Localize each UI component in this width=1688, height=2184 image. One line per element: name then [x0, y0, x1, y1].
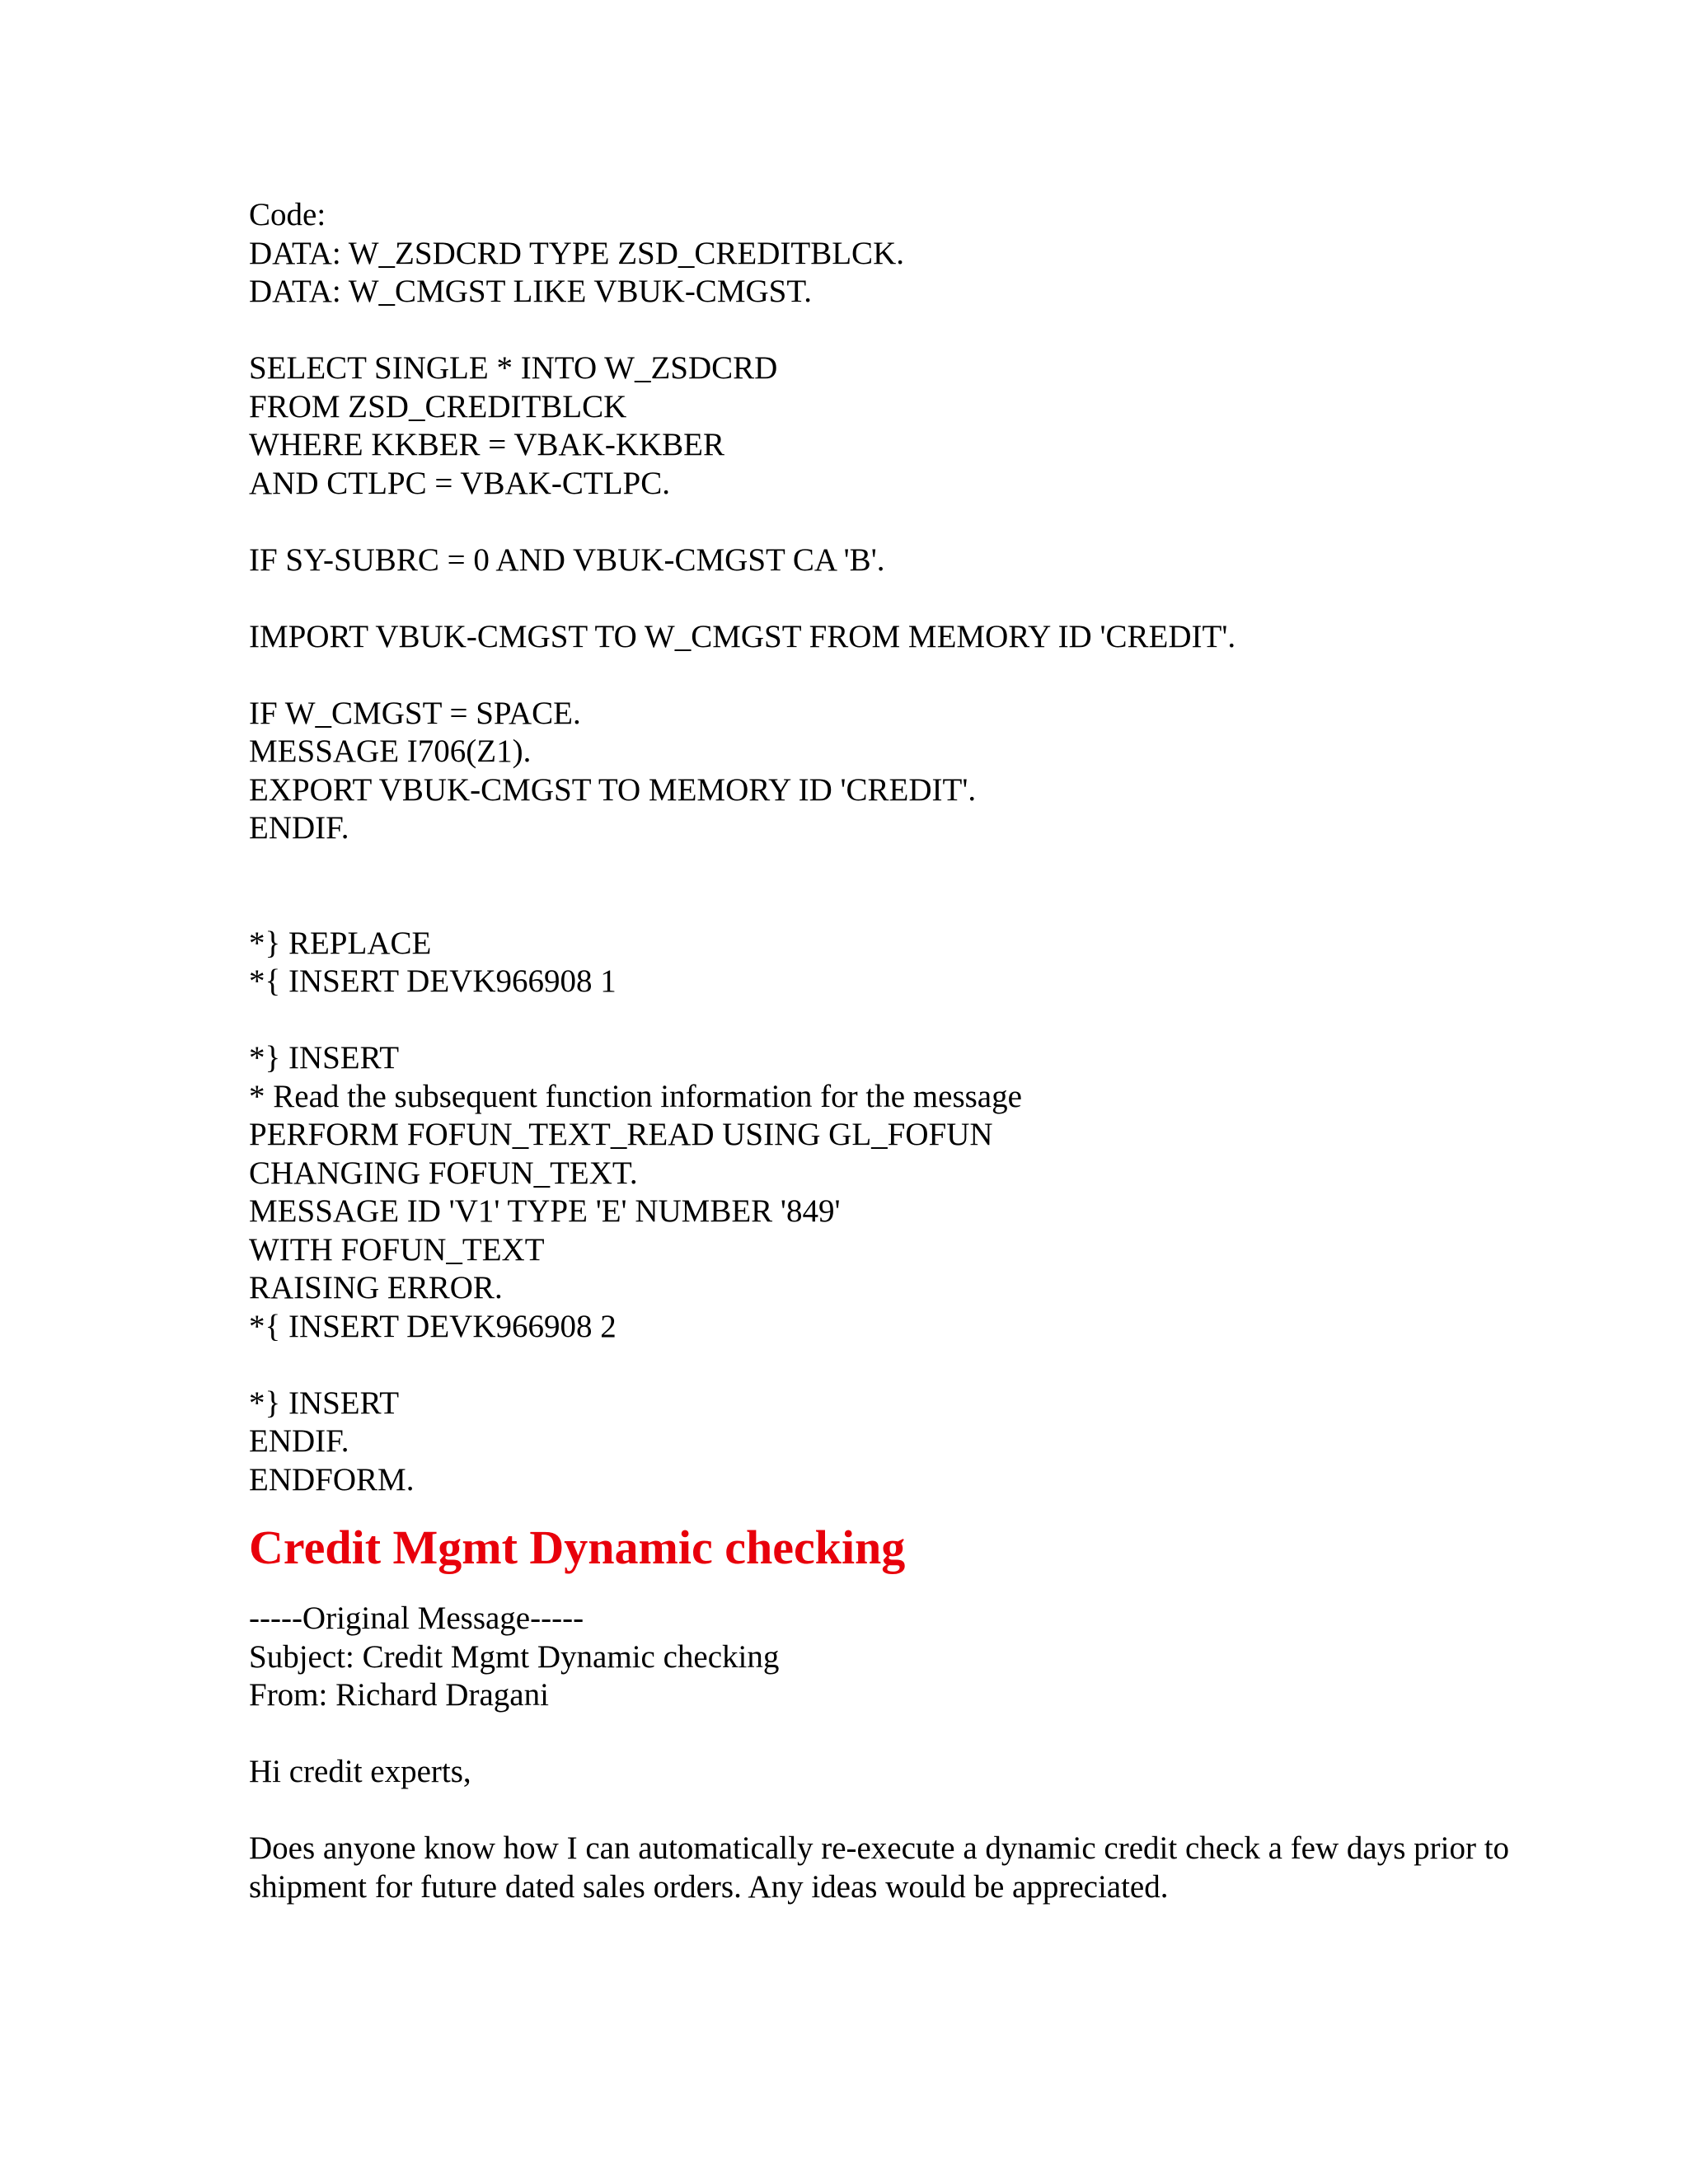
- message-header-line: -----Original Message-----: [249, 1601, 584, 1636]
- code-line: FROM ZSD_CREDITBLCK: [249, 388, 627, 424]
- code-line: WHERE KKBER = VBAK-KKBER: [249, 427, 725, 462]
- body-paragraph: Does anyone know how I can automatically re-execute a dynamic credit check a few days prior to shipment for future dated sales orders. Any ideas would be appreciated.: [249, 1830, 1510, 1905]
- code-line: EXPORT VBUK-CMGST TO MEMORY ID 'CREDIT'.: [249, 771, 977, 808]
- message-header-line: Subject: Credit Mgmt Dynamic checking: [249, 1638, 780, 1675]
- message-header-line: From: Richard Dragani: [249, 1677, 549, 1713]
- code-line: IF W_CMGST = SPACE.: [249, 695, 581, 731]
- spacer: [249, 503, 1535, 541]
- code-line: CHANGING FOFUN_TEXT.: [249, 1155, 638, 1191]
- spacer: [249, 1346, 1535, 1385]
- spacer: [249, 656, 1535, 695]
- code-line: SELECT SINGLE * INTO W_ZSDCRD: [249, 350, 778, 386]
- code-line: RAISING ERROR.: [249, 1270, 503, 1305]
- code-line: IMPORT VBUK-CMGST TO W_CMGST FROM MEMORY ID 'CREDIT'.: [249, 618, 1236, 654]
- code-label: Code:: [249, 197, 326, 232]
- spacer: [249, 1001, 1535, 1040]
- code-line: MESSAGE I706(Z1).: [249, 733, 532, 769]
- code-line: ENDIF.: [249, 810, 349, 846]
- code-line: ENDIF.: [249, 1423, 349, 1459]
- code-line: DATA: W_CMGST LIKE VBUK-CMGST.: [249, 274, 813, 309]
- code-line: IF SY-SUBRC = 0 AND VBUK-CMGST CA 'B'.: [249, 541, 885, 578]
- code-line: AND CTLPC = VBAK-CTLPC.: [249, 465, 670, 501]
- spacer: [249, 1792, 1535, 1830]
- spacer: [249, 886, 1535, 925]
- code-line: * Read the subsequent function information for the message: [249, 1078, 1022, 1114]
- code-line: PERFORM FOFUN_TEXT_READ USING GL_FOFUN: [249, 1117, 993, 1152]
- code-line: *{ INSERT DEVK966908 1: [249, 963, 617, 999]
- document-content: [249, 196, 1535, 1906]
- code-line: *} INSERT: [249, 1385, 400, 1421]
- code-line: MESSAGE ID 'V1' TYPE 'E' NUMBER '849': [249, 1193, 841, 1229]
- spacer: [249, 312, 1535, 350]
- spacer: [249, 1715, 1535, 1754]
- code-line: *} INSERT: [249, 1040, 400, 1076]
- section-heading: Credit Mgmt Dynamic checking: [249, 1521, 906, 1574]
- code-line: DATA: W_ZSDCRD TYPE ZSD_CREDITBLCK.: [249, 235, 904, 271]
- code-line: *} REPLACE: [249, 925, 432, 961]
- spacer: [249, 848, 1535, 887]
- code-line: *{ INSERT DEVK966908 2: [249, 1308, 617, 1344]
- greeting: Hi credit experts,: [249, 1754, 471, 1789]
- code-line: WITH FOFUN_TEXT: [249, 1231, 545, 1268]
- code-line: ENDFORM.: [249, 1461, 415, 1497]
- spacer: [249, 579, 1535, 618]
